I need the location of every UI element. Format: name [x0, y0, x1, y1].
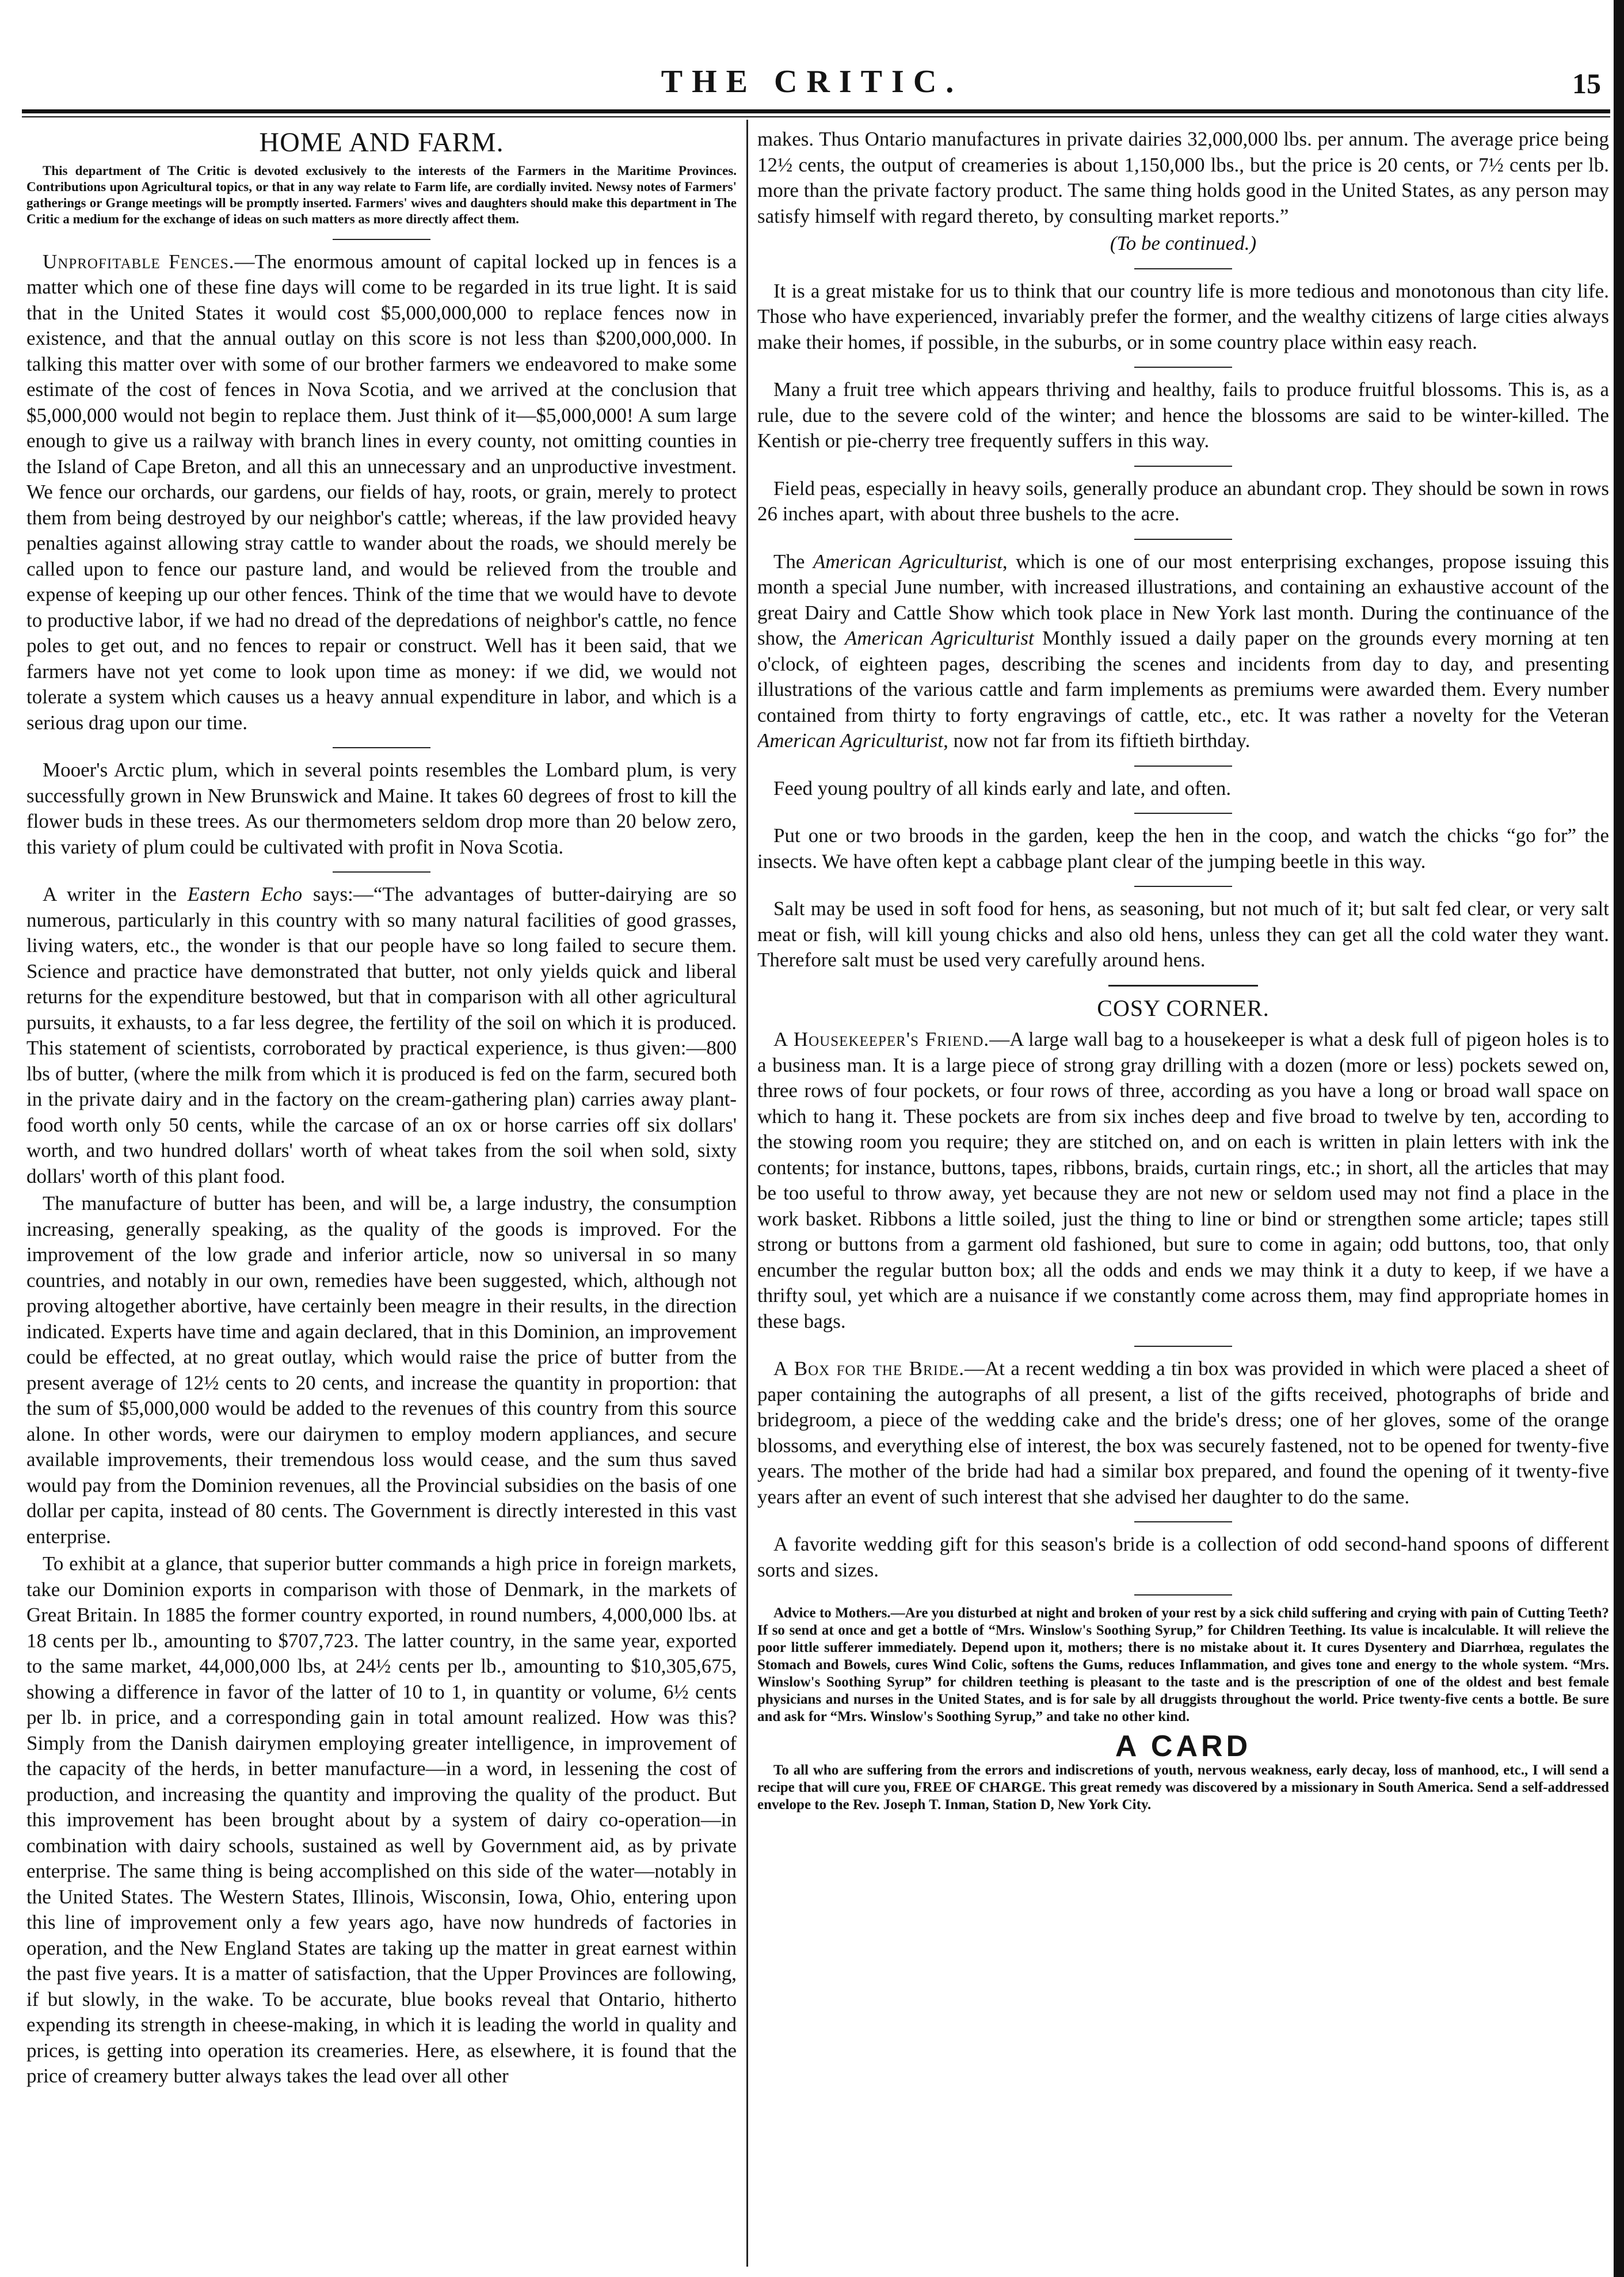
separator	[1134, 766, 1232, 767]
text-fragment: A writer in the	[43, 883, 188, 905]
separator	[1134, 268, 1232, 269]
source-name: American Agriculturist	[844, 627, 1034, 649]
right-column	[757, 127, 1609, 2271]
section-title-cosy-corner: COSY CORNER.	[1097, 995, 1270, 1021]
header-rule-thin	[22, 116, 1610, 117]
text-fragment: , which is one of our most enterprising exchanges, propose issuing this month a special June number, with increased illustrations, and containing an exhaustive account of the great Dairy and Cattle Show which took place in New York last month. During the continuance of the show, the	[757, 550, 1609, 649]
left-column	[26, 127, 737, 2271]
article-fruit-tree: Many a fruit tree which appears thriving and healthy, fails to produce fruitful blossoms. This is, as a rule, due to the severe cold of the winter; and hence the blossoms are said to be winter-killed. The Kentish or pie-cherry tree frequently suffers in this way.	[757, 378, 1609, 452]
article-field-peas: Field peas, especially in heavy soils, generally produce an abundant crop. They should be sown in rows 26 inches apart, with about three bushels to the acre.	[757, 477, 1609, 525]
text-fragment: The	[773, 550, 813, 573]
article-body: —The enormous amount of capital locked up in fences is a matter which one of these fine days will come to be regarded in its true light. It is said that in the United States it would cost $5,000,000,000 to replace fences now in existence, and that the annual outlay on this score is not less than $200,000,000. In talking this matter over with some of our brother farmers we endeavored to make some estimate of the cost of fences in Nova Scotia, and we arrived at the conclusion that $5,000,000 would not begin to replace them. Just think of it—$5,000,000! A sum large enough to give us a railway with branch lines in every county, not omitting counties in the Island of Cape Breton, and all this an unnecessary and an unproductive investment. We fence our orchards, our gardens, our fields of hay, roots, or grain, merely to protect them from being destroyed by our neighbor's cattle; whereas, if the law provided heavy penalties against allowing stray cattle to wander about the roads, we should merely be called upon to fence our pasture land, and would be relieved from the trouble and expense of keeping up our other fences. Think of the time that we would have to devote to productive labor, if we had no dread of the depredations of neighbor's cattle, no fence poles to get out, and no fences to repair or construct. Well has it been said, that we farmers have not yet come to look upon time as money: if we did, we would not tolerate a system which causes us a heavy annual expenditure in labor, and which is a serious drag upon our time.	[26, 250, 737, 734]
article-continuation: makes. Thus Ontario manufactures in private dairies 32,000,000 lbs. per annum. The average price being 12½ cents, the output of creameries is about 1,150,000 lbs., but the price is 20 cents, or 7½ cents per lb. more than the private factory product. The same thing holds good in the United States, as any person may satisfy himself with regard thereto, by consulting market reports.”	[757, 128, 1609, 227]
separator	[333, 871, 430, 873]
to-be-continued: (To be continued.)	[1110, 232, 1257, 254]
article-young-poultry: Feed young poultry of all kinds early and late, and often.	[773, 776, 1232, 799]
separator	[333, 747, 430, 748]
source-name: American Agriculturist	[813, 550, 1002, 573]
source-name: Eastern Echo	[187, 883, 303, 905]
article-american-agriculturist	[757, 549, 1609, 754]
source-name: American Agriculturist	[757, 729, 944, 752]
article-country-life: It is a great mistake for us to think that our country life is more tedious and monotonous than city life. Those who have experienced, invariably prefer the former, and the wealthy citizens of large cities always make their homes, if possible, in the suburbs, or in some country place within easy reach.	[757, 279, 1609, 353]
text-fragment: says:—“The advantages of butter-dairying are so numerous, particularly in this country with so many natural facilities of good grasses, living waters, etc., the wonder is that our people have so long failed to secure them. Science and practice have demonstrated that butter, not only yields quick and liberal returns for the expenditure bestowed, but that in comparison with all other agricultural pursuits, it exhausts, to a far less degree, the fertility of the soil on which it is produced. This statement of scientists, corroborated by practical experience, is thus given:—800 lbs of butter, (where the milk from which it is produced is fed on the farm, secured both in the private dairy and in the factory on the cream-gathering plan) carries away plant-food worth only 50 cents, while the carcase of an ox or horse carries off six dollars' worth, and two hundred dollars' worth of wheat takes from the soil when sold, sixty dollars' worth of this plant food.	[26, 883, 737, 1187]
article-body: —A large wall bag to a housekeeper is what a desk full of pigeon holes is to a business man. It is a large piece of strong gray drilling with a dozen (more or less) pockets sewed on, three rows of four pockets, or four rows of three, according as you have a long or broad wall space on which to hang it. These pockets are from six inches deep and five broad to twelve by ten, according to the stowing room you require; they are stitched on, and on each is written in plain letters with ink the contents; for instance, buttons, tapes, ribbons, braids, curtain rings, etc.; in short, all the articles that may be too useful to throw away, yet because they are not new or seldom used may not find a place in the work basket. Ribbons a little soiled, just the thing to line or bind or strengthen some article; tapes still strong or buttons from a garment old fashioned, but sure to come in again; odd buttons, too, that only encumber the regular button box; all the odds and ends we may think it a duty to keep, if we have a thrifty soul, yet which are a nuisance if we constantly come across them, may find appropriate homes in these bags.	[757, 1028, 1609, 1332]
article-salt-for-hens: Salt may be used in soft food for hens, as seasoning, but not much of it; but salt fed clear, or very salt meat or fish, will kill young chicks and also old hens, unless they can get all the cold water they want. Therefore salt must be used very carefully around hens.	[757, 897, 1609, 971]
advertisement-advice-to-mothers: Advice to Mothers.—Are you disturbed at night and broken of your rest by a sick child suffering and crying with pain of Cutting Teeth? If so send at once and get a bottle of “Mrs. Winslow's Soothing Syrup,” for Children Teething. Its value is incalculable. It will relieve the poor little sufferer immediately. Depend upon it, mothers; there is no mistake about it. It cures Dysentery and Diarrhœa, regulates the Stomach and Bowels, cures Wind Colic, softens the Gums, reduces Inflammation, and gives tone and energy to the whole system. “Mrs. Winslow's Soothing Syrup” for children teething is pleasant to the taste and is the prescription of one of the oldest and best female physicians and nurses in the United States, and is for sale by all druggists throughout the world. Price twenty-five cents a bottle. Be sure and ask for “Mrs. Winslow's Soothing Syrup,” and take no other kind.	[757, 1605, 1609, 1724]
page-edge	[1614, 0, 1624, 2277]
article-heading: A Box for the Bride.	[773, 1357, 965, 1380]
separator	[1134, 539, 1232, 540]
separator	[1134, 1521, 1232, 1522]
page-number: 15	[1572, 67, 1601, 100]
article-box-for-bride	[757, 1356, 1609, 1510]
section-intro: This department of The Critic is devoted exclusively to the interests of the Farmers in the Maritime Provinces. Contributions upon Agricultural topics, or that in any way relate to Farm life, are cordially invited. Newsy notes of Farmers' gatherings or Grange meetings will be promptly inserted. Farmers' wives and daughters should make this department in The Critic a medium for the exchange of ideas on such matters as more directly affect them.	[26, 163, 737, 226]
article-unprofitable-fences	[26, 249, 737, 736]
article-housekeepers-friend	[757, 1027, 1609, 1334]
separator	[1134, 367, 1232, 368]
article-broods-in-garden: Put one or two broods in the garden, keep the hen in the coop, and watch the chicks “go for” the insects. We have often kept a cabbage plant clear of the jumping beetle in this way.	[757, 824, 1609, 873]
advertisement-card-title: A CARD	[1115, 1730, 1252, 1763]
separator	[1108, 985, 1258, 987]
advertisement-card-body: To all who are suffering from the errors and indiscretions of youth, nervous weakness, early decay, loss of manhood, etc., I will send a recipe that will cure you, FREE OF CHARGE. This great remedy was discovered by a missionary in South America. Send a self-addressed envelope to the Rev. Joseph T. Inman, Station D, New York City.	[757, 1762, 1609, 1813]
article-butter-manufacture: The manufacture of butter has been, and will be, a large industry, the consumption increasing, generally speaking, as the quality of the goods is improved. For the improvement of the low grade and inferior article, now so universal in so many countries, and notably in our own, remedies have been suggested, which, although not proving altogether abortive, have certainly been meagre in their results, in the direction indicated. Experts have time and again declared, that in this Dominion, an improvement could be effected, at no great outlay, which would raise the price of butter from the present average of 12½ cents to 20 cents, and increase the quantity in proportion: that the sum of $5,000,000 would be added to the revenues of this country from this source alone. In other words, were our dairymen to employ modern appliances, and secure available improvements, their tremendous loss would cease, and the sum thus saved would pay from the Dominion revenues, all the Provincial subsidies on the basis of one dollar per capita, instead of 80 cents. The Government is directly interested in this vast enterprise.	[26, 1192, 737, 1548]
separator	[1134, 886, 1232, 887]
article-body: —At a recent wedding a tin box was provided in which were placed a sheet of paper containing the autographs of all present, a list of the gifts received, photographs of bride and bridegroom, a piece of the wedding cake and the bride's dress; one of her gloves, some of the orange blossoms, and everything else of interest, the box was securely fastened, not to be opened for twenty-five years. The mother of the bride had had a similar box prepared, and found the opening of it twenty-five years after an event of such interest that she advised her daughter to do the same.	[757, 1357, 1609, 1508]
article-heading: A Housekeeper's Friend.	[773, 1028, 990, 1050]
masthead-title: THE CRITIC.	[661, 64, 963, 100]
text-fragment: , now not far from its fiftieth birthday.	[943, 729, 1251, 752]
separator	[1134, 1594, 1232, 1596]
header-rule	[22, 109, 1610, 113]
separator	[1134, 1346, 1232, 1347]
separator	[1134, 813, 1232, 814]
article-butter-exports: To exhibit at a glance, that superior butter commands a high price in foreign markets, take our Dominion exports in comparison with those of Denmark, in the markets of Great Britain. In 1885 the former country exported, in round numbers, 4,000,000 lbs. at 18 cents per lb., amounting to $707,723. The latter country, in the same year, exported to the same market, 44,000,000 lbs, at 24½ cents per lb., amounting to $10,305,675, showing a difference in favor of the latter of 10 to 1, in quantity or volume, 6½ cents per lb. in price, and a corresponding gain in total amount realized. How was this? Simply from the Danish dairymen employing greater intelligence, in improvement of the capacity of the herds, in better manufacture—in a word, in lessening the cost of production, and increasing the quantity and improving the quality of the product. But this improvement has been brought about by a system of dairy co-operation—in combination with dairy schools, sustained as well by Government aid, as by private enterprise. The same thing is being accomplished on this side of the water—notably in the United States. The Western States, Illinois, Wisconsin, Iowa, Ohio, entering upon this line of improvement only a few years ago, have now hundreds of factories in operation, and the New England States are taking up the matter in great earnest within the past five years. It is a matter of satisfaction, that the Upper Provinces are following, if but slowly, in the wake. To be accurate, blue books reveal that Ontario, hitherto expending its strength in cheese-making, in which it is leading the world in quality and prices, is getting into operation its creameries. Here, as elsewhere, it is found that the price of creamery butter always takes the lead over all other	[26, 1552, 737, 2087]
article-butter-dairying	[26, 882, 737, 1189]
article-heading: Unprofitable Fences.	[43, 250, 235, 273]
article-wedding-gift: A favorite wedding gift for this season's bride is a collection of odd second-hand spoons of different sorts and sizes.	[757, 1533, 1609, 1581]
text-fragment: Monthly issued a daily paper on the grounds every morning at ten o'clock, of eighteen pages, describing the scenes and incidents from day to day, and presenting illustrations of the various cattle and farm implements as premiums were awarded them. Every number contained from thirty to forty engravings of cattle, etc., etc. It was rather a novelty for the Veteran	[757, 627, 1609, 726]
column-divider	[746, 120, 748, 2267]
separator	[333, 239, 430, 240]
separator	[1134, 466, 1232, 467]
section-title-home-and-farm: HOME AND FARM.	[259, 127, 504, 158]
article-arctic-plum: Mooer's Arctic plum, which in several points resembles the Lombard plum, is very successfully grown in New Brunswick and Maine. It takes 60 degrees of frost to kill the flower buds in these trees. As our thermometers seldom drop more than 20 below zero, this variety of plum could be cultivated with profit in Nova Scotia.	[26, 759, 737, 858]
